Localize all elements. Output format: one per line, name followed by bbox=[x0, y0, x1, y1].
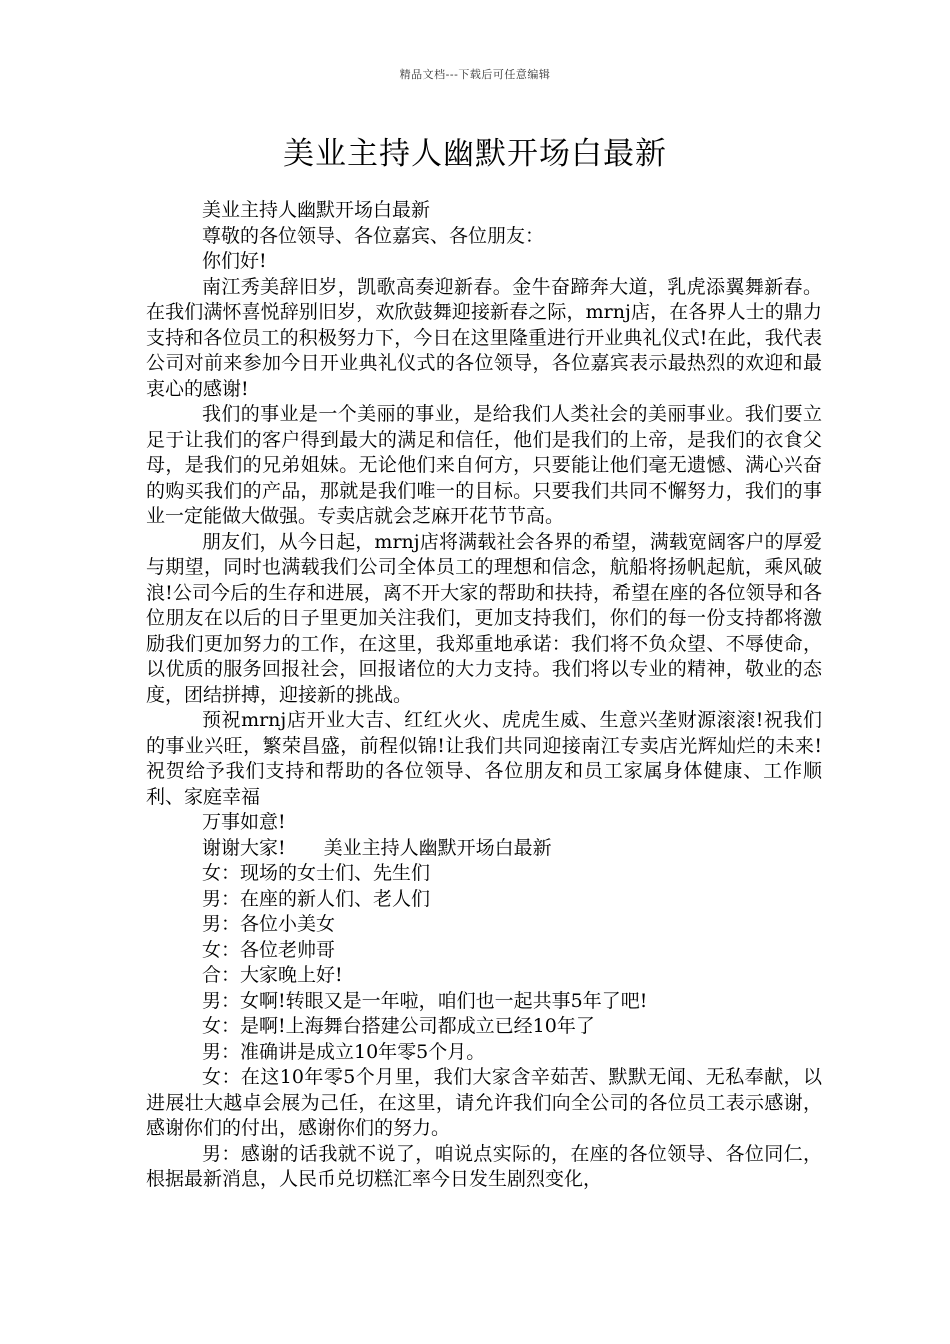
dialogue-line: 女：现场的女士们、先生们 bbox=[202, 862, 431, 884]
paragraph-friends: 朋友们，从今日起，mrnj店将满载社会各界的希望，满载宽阔客户的厚爱与期望，同时也满载我们公司全体员工的理想和信念，航船将扬帆起航，乘风破浪!公司今后的生存和进展，离不开大家的帮助和扶持，希望在座的各位领导和各位朋友在以后的日子里更加关注我们，更加支持我们，你们的每一份支持都将激励我们更加努力的工作，在这里，我郑重地承诺：我们将不负众望、不辱使命，以优质的服务回报社会，回报诸位的大力支持。我们将以专业的精神，敬业的态度，团结拼搏，迎接新的挑战。 bbox=[146, 530, 822, 706]
paragraph-thanks: 谢谢大家! 美业主持人幽默开场白最新 bbox=[202, 836, 552, 859]
dialogue-line: 男：各位小美女 bbox=[202, 913, 336, 935]
dialogue-line: 男：感谢的话我就不说了，咱说点实际的，在座的各位领导、各位同仁，根据最新消息，人民币兑切糕汇率今日发生剧烈变化， bbox=[146, 1142, 822, 1190]
paragraph-all-the-best: 万事如意! bbox=[202, 811, 286, 833]
dialogue-line: 男：在座的新人们、老人们 bbox=[202, 887, 431, 910]
dialogue-line: 女：各位老帅哥 bbox=[202, 938, 336, 961]
paragraph-greeting: 尊敬的各位领导、各位嘉宾、各位朋友： bbox=[202, 224, 545, 247]
dialogue-line: 男：女啊!转眼又是一年啦，咱们也一起共事5年了吧! bbox=[202, 989, 648, 1012]
dialogue-line: 女：是啊!上海舞台搭建公司都成立已经10年了 bbox=[202, 1015, 595, 1037]
dialogue-line: 男：准确讲是成立10年零5个月。 bbox=[202, 1040, 486, 1063]
page-header-note: 精品文档---下载后可任意编辑 bbox=[399, 68, 551, 81]
paragraph-hello: 你们好! bbox=[202, 250, 267, 272]
dialogue-line: 女：在这10年零5个月里，我们大家含辛茹苦、默默无闻、无私奉献，以进展壮大越卓会展为己任，在这里，请允许我们向全公司的各位员工表示感谢，感谢你们的付出，感谢你们的努力。 bbox=[146, 1066, 822, 1139]
document-title: 美业主持人幽默开场白最新 bbox=[283, 136, 667, 172]
paragraph-new-year: 南江秀美辞旧岁，凯歌高奏迎新春。金牛奋蹄奔大道，乳虎添翼舞新春。在我们满怀喜悦辞别旧岁，欢欣鼓舞迎接新春之际，mrnj店，在各界人士的鼎力支持和各位员工的积极努力下，今日在这里隆重进行开业典礼仪式!在此，我代表公司对前来参加今日开业典礼仪式的各位领导，各位嘉宾表示最热烈的欢迎和最衷心的感谢! bbox=[146, 275, 822, 400]
paragraph-wishes: 预祝mrnj店开业大吉、红红火火、虎虎生威、生意兴垄财源滚滚!祝我们的事业兴旺，繁荣昌盛，前程似锦!让我们共同迎接南江专卖店光辉灿烂的未来!祝贺给予我们支持和帮助的各位领导、各位朋友和员工家属身体健康、工作顺利、家庭幸福 bbox=[146, 709, 822, 808]
paragraph-subtitle: 美业主持人幽默开场白最新 bbox=[202, 199, 431, 221]
dialogue-line: 合：大家晚上好! bbox=[202, 964, 343, 986]
paragraph-business: 我们的事业是一个美丽的事业，是给我们人类社会的美丽事业。我们要立足于让我们的客户得到最大的满足和信任，他们是我们的上帝，是我们的衣食父母，是我们的兄弟姐妹。无论他们来自何方，只要能让他们毫无遗憾、满心兴奋的购买我们的产品，那就是我们唯一的目标。只要我们共同不懈努力，我们的事业一定能做大做强。专卖店就会芝麻开花节节高。 bbox=[146, 403, 822, 527]
document-body bbox=[146, 198, 822, 1193]
